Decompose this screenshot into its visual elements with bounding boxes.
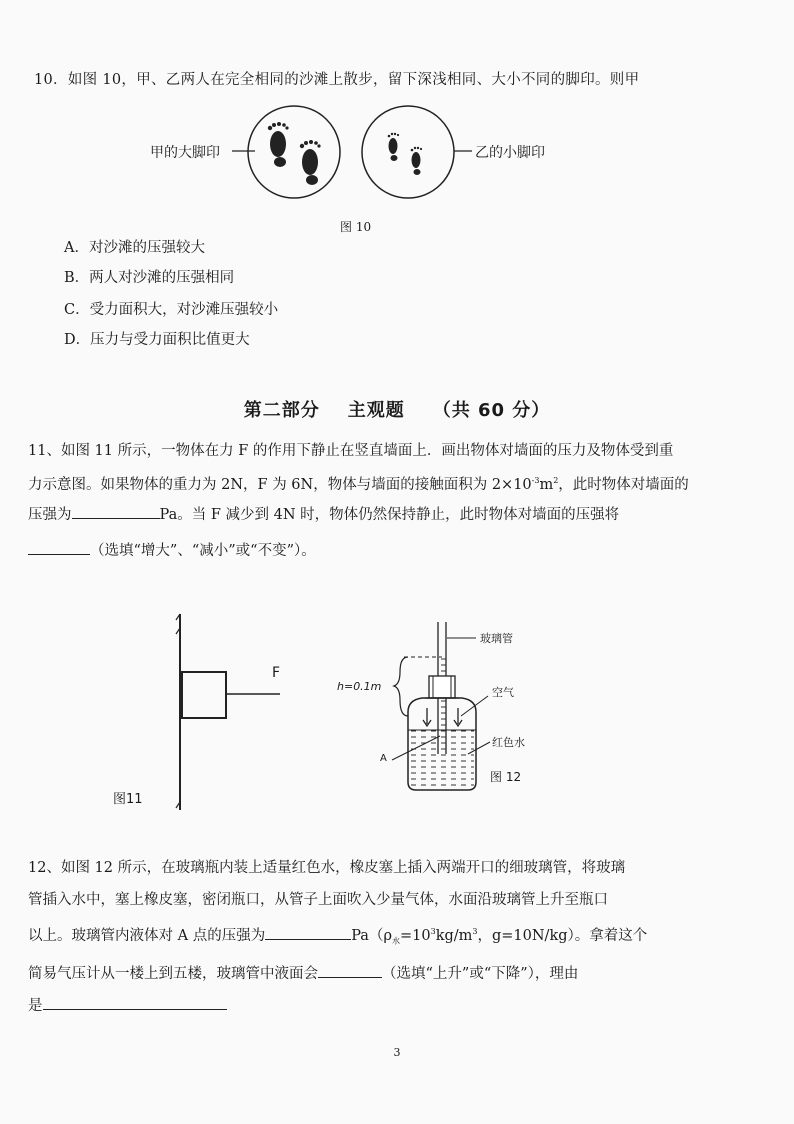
small-footprints-icon xyxy=(388,133,422,175)
page-number: 3 xyxy=(393,1046,401,1059)
answer-blank-pressure-a[interactable] xyxy=(265,925,351,940)
footprint-circle-right xyxy=(362,106,454,198)
q12-line-5: 是 xyxy=(28,990,768,1022)
q10-stem: 10．如图 10，甲、乙两人在完全相同的沙滩上散步，留下深浅相同、大小不同的脚印。则甲 xyxy=(34,72,640,88)
height-label: h=0.1m xyxy=(337,680,382,693)
q12-line-2: 管插入水中，塞上橡皮塞，密闭瓶口，从管子上面吹入少量气体，水面沿玻璃管上升至瓶口 xyxy=(28,892,608,908)
q12-line-4: 简易气压计从一楼上到五楼，玻璃管中液面会 （选填“上升”或“下降”），理由 xyxy=(28,958,768,990)
q12-line-3: 以上。玻璃管内液体对 A 点的压强为 $Pa(\rho_水=10^3kg/m^3$，g=10N/kg）。拿着这个 xyxy=(28,916,768,958)
q10-option-a: A．对沙滩的压强较大 xyxy=(64,240,205,256)
answer-blank-reason[interactable] xyxy=(43,995,227,1010)
label-large-footprint: 甲的大脚印 xyxy=(150,145,220,161)
q12-line-1: 12、如图 12 所示，在玻璃瓶内装上适量红色水，橡皮塞上插入两端开口的细玻璃管，将玻璃 xyxy=(28,860,626,876)
q12-text xyxy=(28,852,768,1022)
water-label: 红色水 xyxy=(492,736,525,749)
height-brace xyxy=(394,657,408,716)
figure-12 xyxy=(330,614,560,794)
figure-11-caption: 图11 xyxy=(113,792,143,807)
section-name: 主观题 xyxy=(347,400,405,421)
tube-label: 玻璃管 xyxy=(480,632,513,645)
bottle-water xyxy=(410,730,474,788)
footprint-circle-left xyxy=(248,106,340,198)
q11-text xyxy=(28,436,768,566)
answer-blank-change[interactable] xyxy=(28,540,90,555)
figure-11 xyxy=(100,606,300,816)
section-score: （共 60 分） xyxy=(432,400,551,421)
force-label: F xyxy=(272,665,281,681)
q10-option-b: B．两人对沙滩的压强相同 xyxy=(64,270,235,286)
block-object xyxy=(182,672,226,718)
large-footprints-icon xyxy=(268,122,321,185)
q10-option-c: C．受力面积大，对沙滩压强较小 xyxy=(64,302,279,318)
point-a-label: A xyxy=(380,753,387,764)
section-part: 第二部分 xyxy=(243,400,320,421)
answer-blank-level[interactable] xyxy=(318,963,382,978)
q11-line-1: 11、如图 11 所示，一物体在力 F 的作用下静止在竖直墙面上．画出物体对墙面的压力及物体受到重 xyxy=(28,443,674,459)
label-small-footprint: 乙的小脚印 xyxy=(475,145,545,161)
section-title xyxy=(0,396,794,422)
air-label: 空气 xyxy=(492,686,514,699)
q10-option-d: D．压力与受力面积比值更大 xyxy=(64,332,250,348)
q11-line-2: 力示意图。如果物体的重力为 2N，F 为 6N，物体与墙面的接触面积为 $2\times 10^{-3}m^2$，此时物体对墙面的 xyxy=(28,476,689,493)
q11-line-3: 压强为 Pa。当 F 减少到 4N 时，物体仍然保持静止，此时物体对墙面的压强将 xyxy=(28,500,768,530)
q11-line-4: （选填“增大”、“减小”或“不变”）。 xyxy=(28,530,768,566)
figure-12-caption: 图 12 xyxy=(490,770,522,784)
figure-10-caption: 图 10 xyxy=(340,220,372,234)
answer-blank-pressure[interactable] xyxy=(72,504,160,519)
